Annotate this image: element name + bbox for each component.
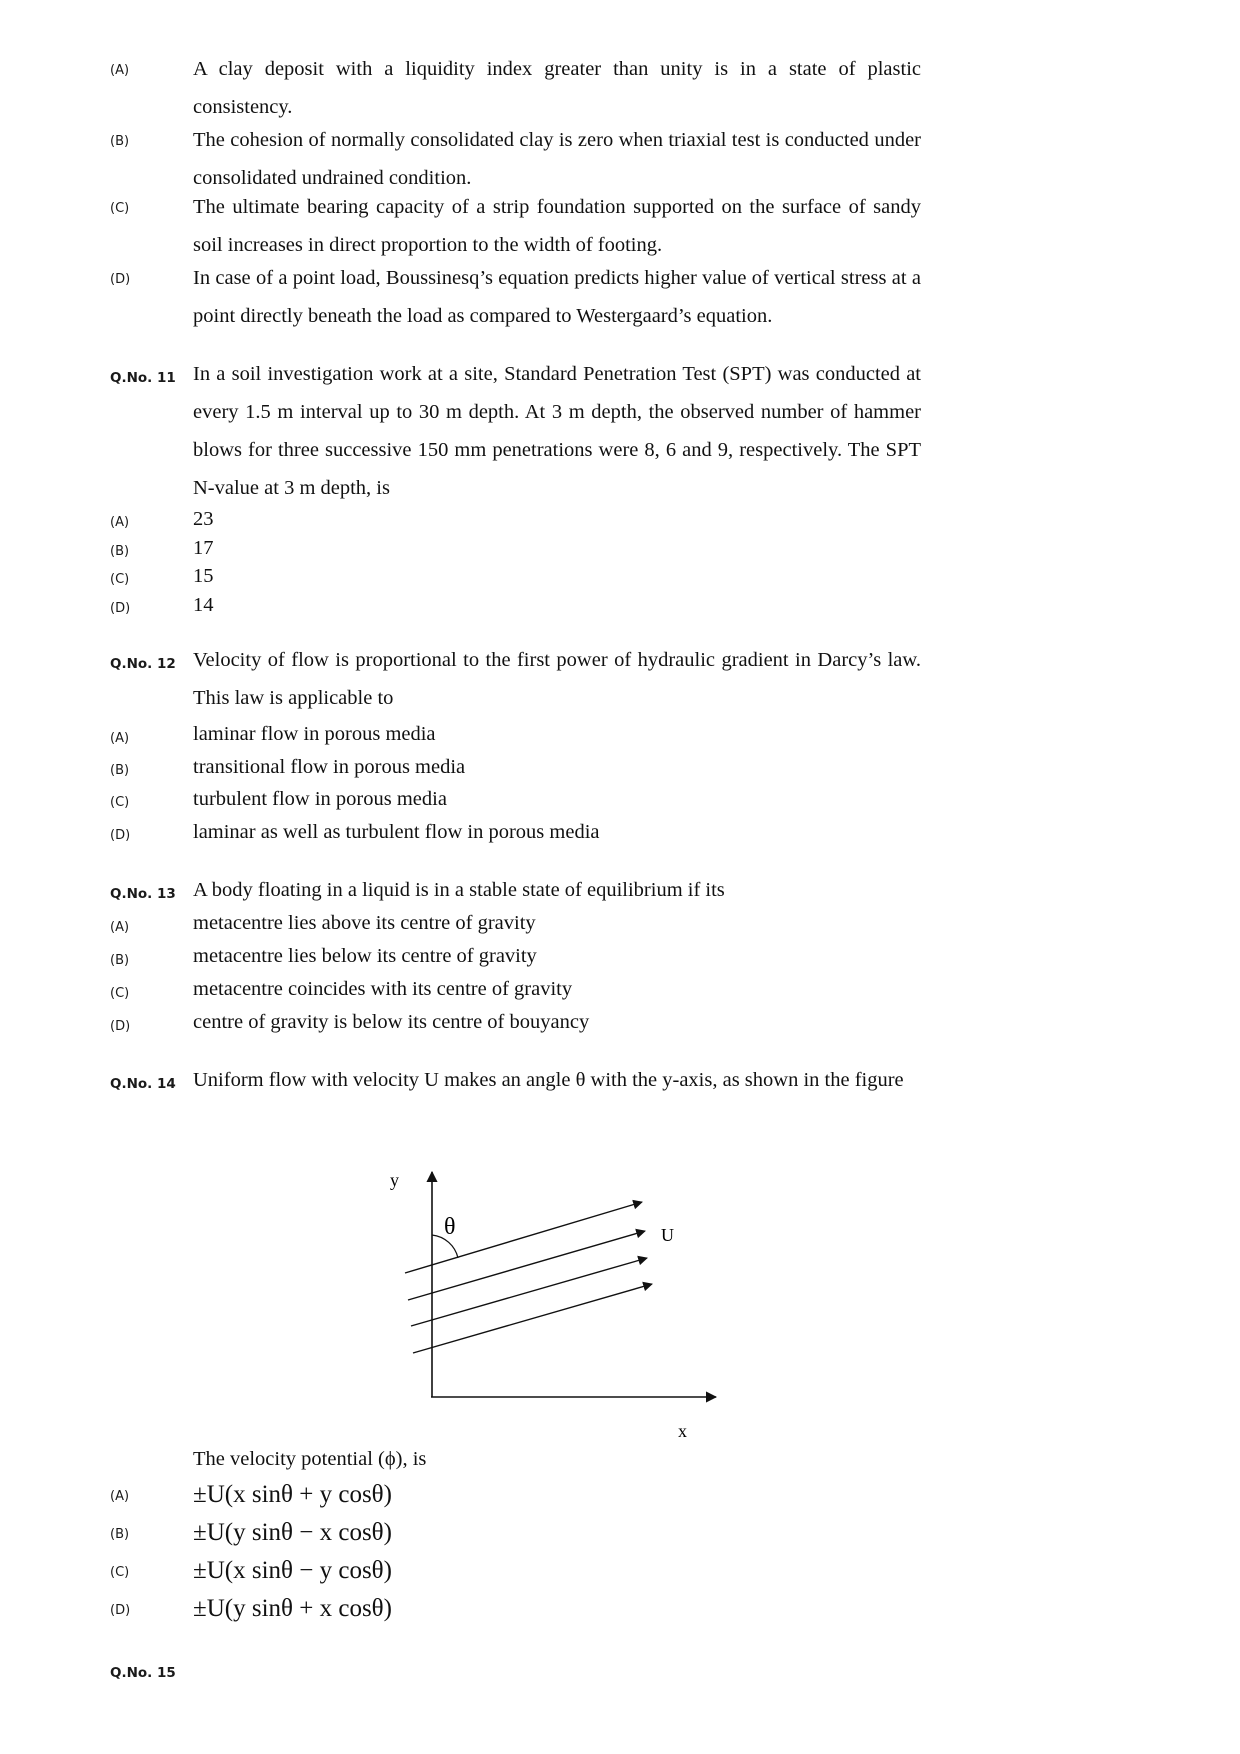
question-number: Q.No. 12 bbox=[110, 656, 176, 672]
flow-line bbox=[413, 1284, 652, 1353]
option-label: (C) bbox=[110, 572, 130, 587]
option-label: (D) bbox=[110, 601, 131, 616]
option-text: ±U(x sinθ − y cosθ) bbox=[193, 1557, 392, 1584]
option-label: (C) bbox=[110, 1565, 130, 1580]
question-number: Q.No. 13 bbox=[110, 886, 176, 902]
option-label: (A) bbox=[110, 63, 130, 78]
option-text: The ultimate bearing capacity of a strip foundation supported on the surface of sandy soil increases in direct proportion to the width of footing. bbox=[193, 196, 921, 256]
option-label: (D) bbox=[110, 1603, 131, 1618]
option-label: (A) bbox=[110, 1489, 130, 1504]
option-text: ±U(y sinθ − x cosθ) bbox=[193, 1519, 392, 1546]
option-label: (A) bbox=[110, 731, 130, 746]
option-text: ±U(y sinθ + x cosθ) bbox=[193, 1595, 392, 1622]
option-text: transitional flow in porous media bbox=[193, 756, 466, 778]
option-label: (C) bbox=[110, 795, 130, 810]
option-text: centre of gravity is below its centre of bouyancy bbox=[193, 1011, 590, 1033]
y-axis-label: y bbox=[390, 1170, 399, 1190]
question-prompt: The velocity potential (ϕ), is bbox=[193, 1448, 427, 1470]
option-text: The cohesion of normally consolidated clay is zero when triaxial test is conducted under consolidated undrained condition. bbox=[193, 129, 921, 189]
option-label: (B) bbox=[110, 1527, 130, 1542]
flow-line bbox=[408, 1231, 645, 1300]
option-text: metacentre lies above its centre of gravity bbox=[193, 912, 536, 934]
option-label: (C) bbox=[110, 986, 130, 1001]
question-stem: A body floating in a liquid is in a stable state of equilibrium if its bbox=[193, 879, 725, 901]
option-text: In case of a point load, Boussinesq’s equation predicts higher value of vertical stress at a point directly beneath the load as compared to Westergaard’s equation. bbox=[193, 267, 921, 327]
option-text: metacentre lies below its centre of gravity bbox=[193, 945, 537, 967]
flow-line bbox=[411, 1258, 647, 1326]
x-axis-label: x bbox=[678, 1421, 687, 1440]
option-label: (D) bbox=[110, 1019, 131, 1034]
option-label: (C) bbox=[110, 201, 130, 216]
theta-label: θ bbox=[444, 1214, 456, 1240]
question-number: Q.No. 11 bbox=[110, 370, 176, 386]
option-text: ±U(x sinθ + y cosθ) bbox=[193, 1481, 392, 1508]
option-label: (B) bbox=[110, 763, 130, 778]
option-text: laminar flow in porous media bbox=[193, 723, 436, 745]
option-label: (D) bbox=[110, 828, 131, 843]
option-text: metacentre coincides with its centre of gravity bbox=[193, 978, 573, 1000]
option-label: (B) bbox=[110, 544, 130, 559]
option-label: (A) bbox=[110, 515, 130, 530]
option-text: 23 bbox=[193, 508, 214, 530]
option-label: (D) bbox=[110, 272, 131, 287]
question-stem: Uniform flow with velocity U makes an angle θ with the y-axis, as shown in the figure bbox=[193, 1069, 904, 1091]
option-text: 14 bbox=[193, 594, 214, 616]
flow-figure bbox=[380, 1160, 740, 1440]
question-stem: Velocity of flow is proportional to the first power of hydraulic gradient in Darcy’s law. This law is applicable to bbox=[193, 649, 921, 709]
question-number: Q.No. 15 bbox=[110, 1665, 176, 1681]
option-text: A clay deposit with a liquidity index greater than unity is in a state of plastic consistency. bbox=[193, 58, 921, 118]
option-text: 15 bbox=[193, 565, 214, 587]
question-stem: In a soil investigation work at a site, Standard Penetration Test (SPT) was conducted at every 1.5 m interval up to 30 m depth. At 3 m depth, the observed number of hammer blows for three successive 150 mm penetrations were 8, 6 and 9, respectively. The SPT N-value at 3 m depth, is bbox=[193, 363, 921, 499]
option-label: (B) bbox=[110, 953, 130, 968]
option-text: laminar as well as turbulent flow in porous media bbox=[193, 821, 600, 843]
option-label: (A) bbox=[110, 920, 130, 935]
question-number: Q.No. 14 bbox=[110, 1076, 176, 1092]
velocity-label: U bbox=[661, 1225, 674, 1245]
option-label: (B) bbox=[110, 134, 130, 149]
option-text: turbulent flow in porous media bbox=[193, 788, 447, 810]
option-text: 17 bbox=[193, 537, 214, 559]
